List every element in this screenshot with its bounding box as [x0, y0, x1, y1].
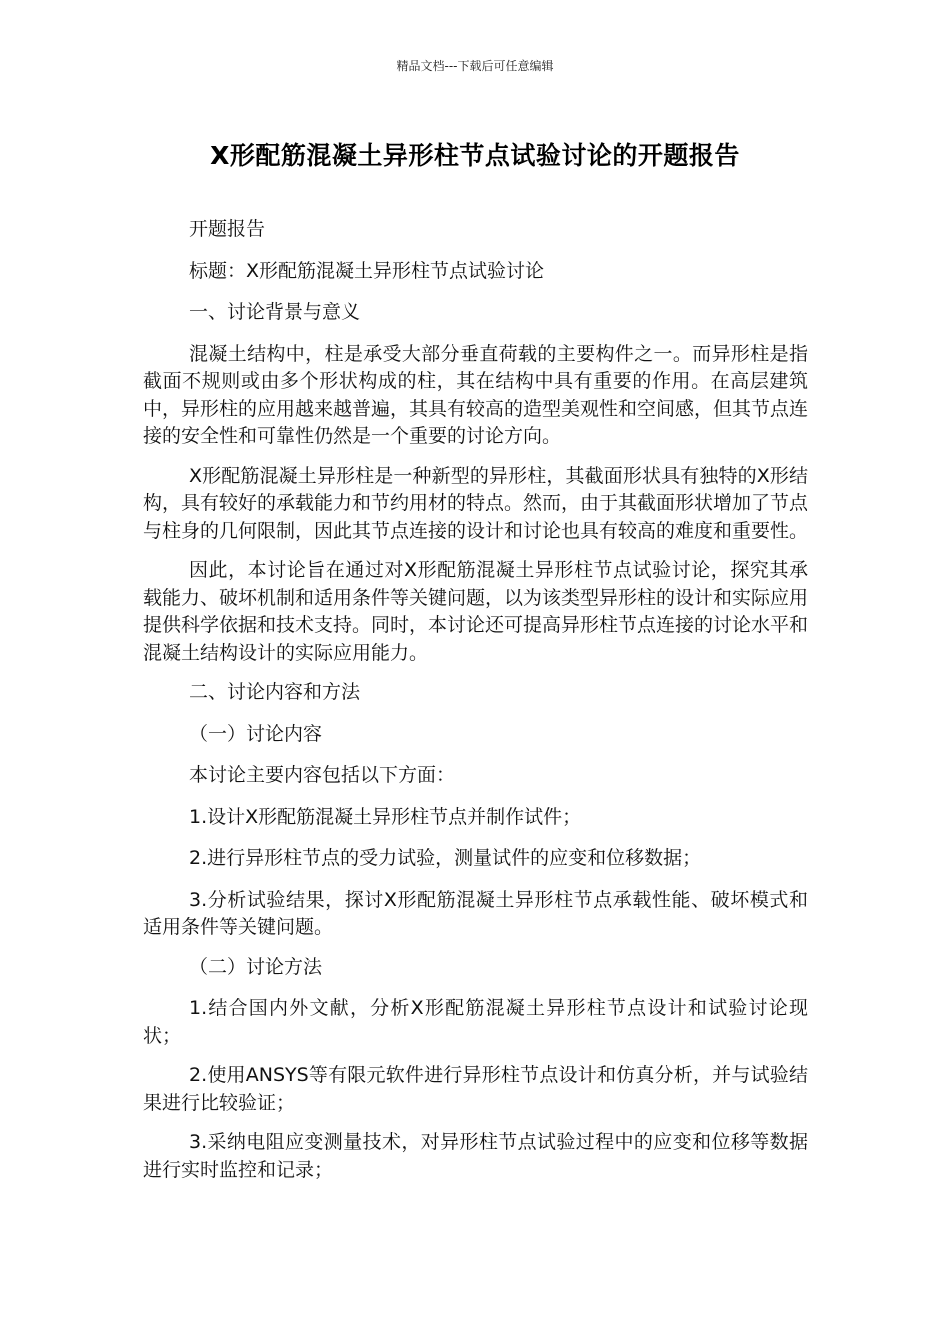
list-item-method-1: 1.结合国内外文献，分析X形配筋混凝土异形柱节点设计和试验讨论现状； — [143, 997, 808, 1047]
list-item-content-2: 2.进行异形柱节点的受力试验，测量试件的应变和位移数据； — [189, 847, 702, 869]
subsection-heading-content: （一）讨论内容 — [189, 722, 323, 745]
subsection-heading-method: （二）讨论方法 — [189, 955, 323, 978]
section-heading-background: 一、讨论背景与意义 — [189, 301, 361, 323]
list-item-method-2: 2.使用ANSYS等有限元软件进行异形柱节点设计和仿真分析，并与试验结果进行比较验证； — [143, 1064, 808, 1114]
paragraph-content-intro: 本讨论主要内容包括以下方面： — [189, 764, 456, 786]
paragraph-background-1: 混凝土结构中，柱是承受大部分垂直荷载的主要构件之一。而异形柱是指截面不规则或由多个形状构成的柱，其在结构中具有重要的作用。在高层建筑中，异形柱的应用越来越普遍，其具有较高的造型美观性和空间感，但其节点连接的安全性和可靠性仍然是一个重要的讨论方向。 — [143, 342, 809, 447]
document-body — [143, 216, 808, 1196]
list-item-content-1: 1.设计X形配筋混凝土异形柱节点并制作试件； — [189, 805, 582, 828]
list-item-content-3: 3.分析试验结果，探讨X形配筋混凝土异形柱节点承载性能、破坏模式和适用条件等关键问题。 — [143, 888, 808, 938]
header-note: 精品文档---下载后可任意编辑 — [396, 59, 554, 73]
paragraph-subject-title: 标题：X形配筋混凝土异形柱节点试验讨论 — [189, 259, 545, 282]
document-title: X形配筋混凝土异形柱节点试验讨论的开题报告 — [210, 141, 740, 170]
paragraph-report-label: 开题报告 — [189, 218, 266, 240]
paragraph-background-2: X形配筋混凝土异形柱是一种新型的异形柱，其截面形状具有独特的X形结构，具有较好的承载能力和节约用材的特点。然而，由于其截面形状增加了节点与柱身的几何限制，因此其节点连接的设计和讨论也具有较高的难度和重要性。 — [143, 464, 809, 542]
paragraph-background-3: 因此，本讨论旨在通过对X形配筋混凝土异形柱节点试验讨论，探究其承载能力、破坏机制和适用条件等关键问题，以为该类型异形柱的设计和实际应用提供科学依据和技术支持。同时，本讨论还可提高异形柱节点连接的讨论水平和混凝土结构设计的实际应用能力。 — [143, 559, 809, 664]
list-item-method-3: 3.采纳电阻应变测量技术，对异形柱节点试验过程中的应变和位移等数据进行实时监控和记录； — [143, 1131, 808, 1181]
section-heading-content-method: 二、讨论内容和方法 — [189, 681, 361, 703]
